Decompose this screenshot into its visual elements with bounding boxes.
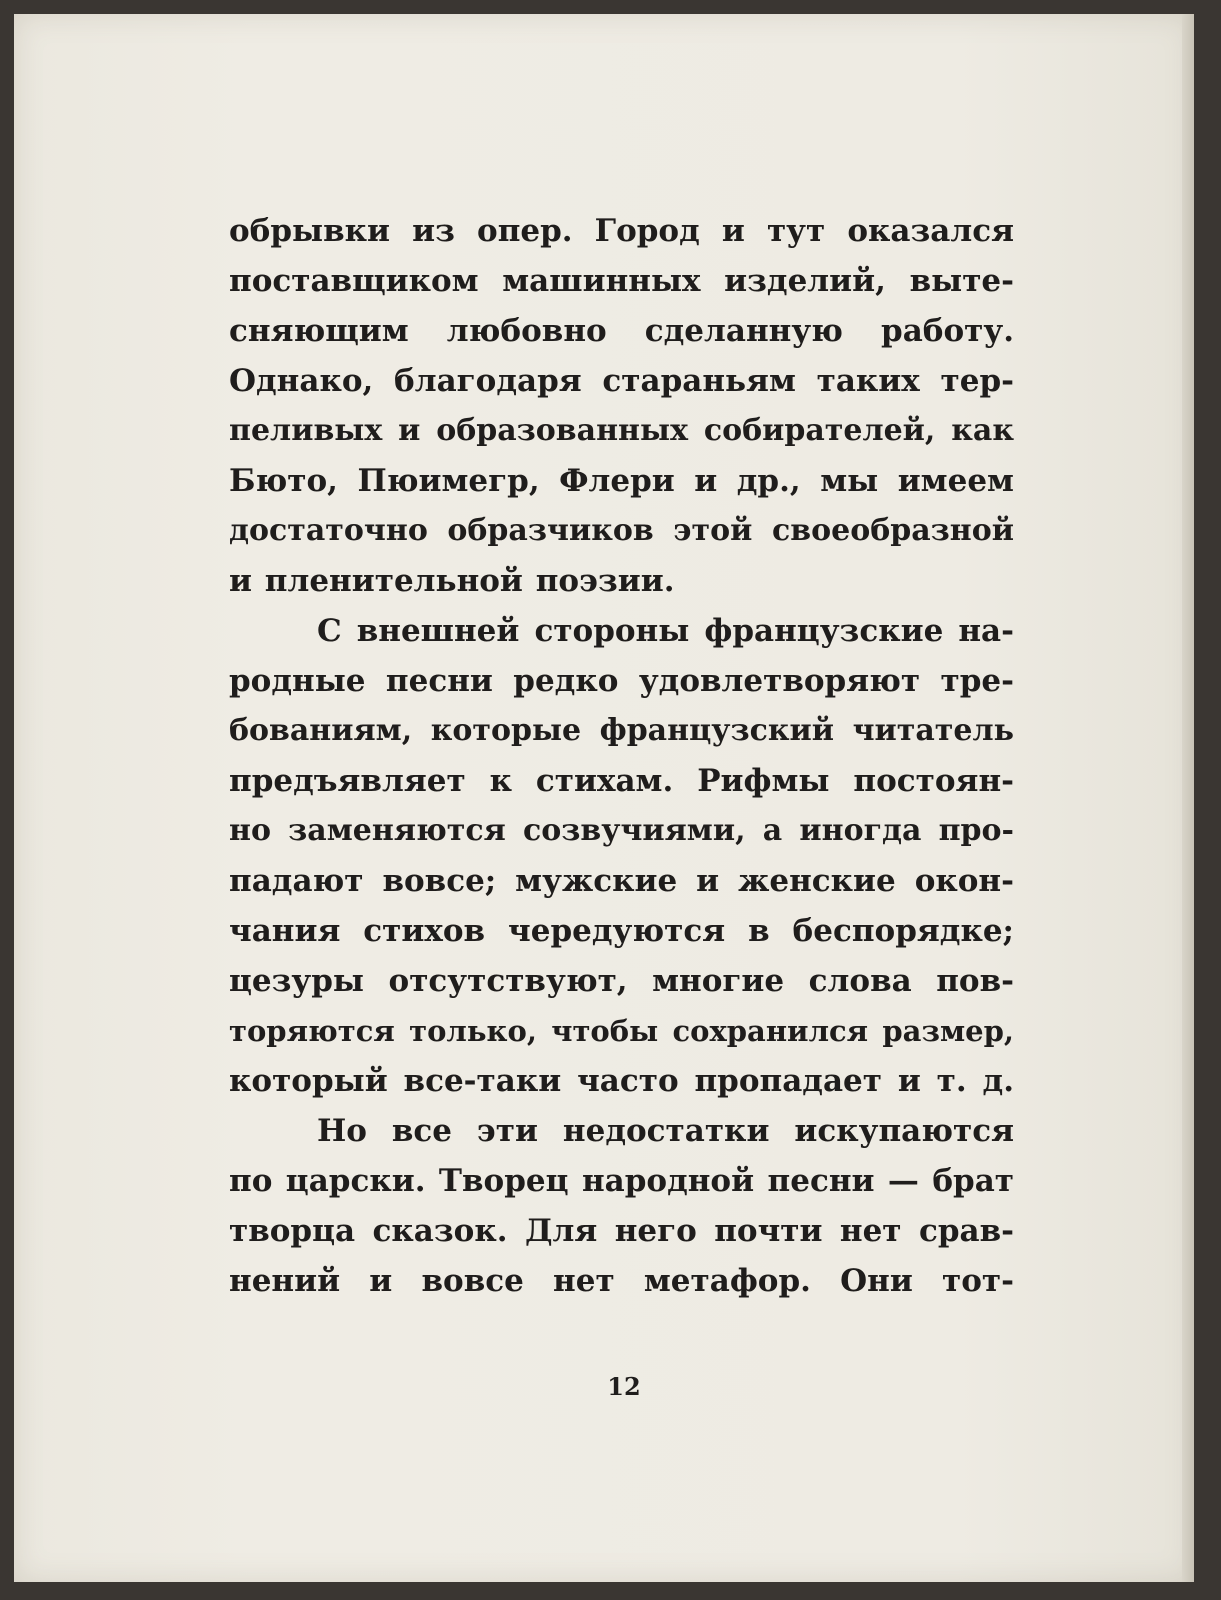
text-line: торяются только, чтобы сохранился размер, xyxy=(229,1014,1014,1048)
text-line: сняющим любовно сделанную работу. xyxy=(229,313,1014,349)
text-line: пеливых и образованных собирателей, как xyxy=(229,413,1014,448)
text-line: бованиям, которые французский читатель xyxy=(229,713,1014,748)
text-line: цезуры отсутствуют, многие слова пов- xyxy=(229,963,1014,999)
text-line: чания стихов чередуются в беспорядке; xyxy=(229,913,1014,949)
text-line: Однако, благодаря стараньям таких тер- xyxy=(229,363,1014,399)
text-line: по царски. Творец народной песни — брат xyxy=(229,1163,1014,1199)
page-edge xyxy=(1182,14,1194,1582)
text-line: Бюто, Пюимегр, Флери и др., мы имеем xyxy=(229,463,1014,499)
page-number: 12 xyxy=(607,1372,641,1401)
text-line: предъявляет к стихам. Рифмы постоян- xyxy=(229,763,1014,799)
text-line: который все-таки часто пропадает и т. д. xyxy=(229,1063,1014,1099)
text-line: обрывки из опер. Город и тут оказался xyxy=(229,213,1014,249)
book-page xyxy=(14,14,1194,1582)
text-line: С внешней стороны французские на- xyxy=(317,613,1014,649)
text-line: падают вовсе; мужские и женские окон- xyxy=(229,863,1014,899)
text-line: поставщиком машинных изделий, выте- xyxy=(229,263,1014,299)
text-line: достаточно образчиков этой своеобразной xyxy=(229,513,1014,548)
text-line: но заменяются созвучиями, а иногда про- xyxy=(229,813,1014,848)
text-line: творца сказок. Для него почти нет срав- xyxy=(229,1213,1014,1249)
text-line: и пленительной поэзии. xyxy=(229,563,675,599)
text-line: нений и вовсе нет метафор. Они тот- xyxy=(229,1263,1014,1299)
text-line: родные песни редко удовлетворяют тре- xyxy=(229,663,1014,699)
text-line: Но все эти недостатки искупаются xyxy=(317,1113,1014,1149)
